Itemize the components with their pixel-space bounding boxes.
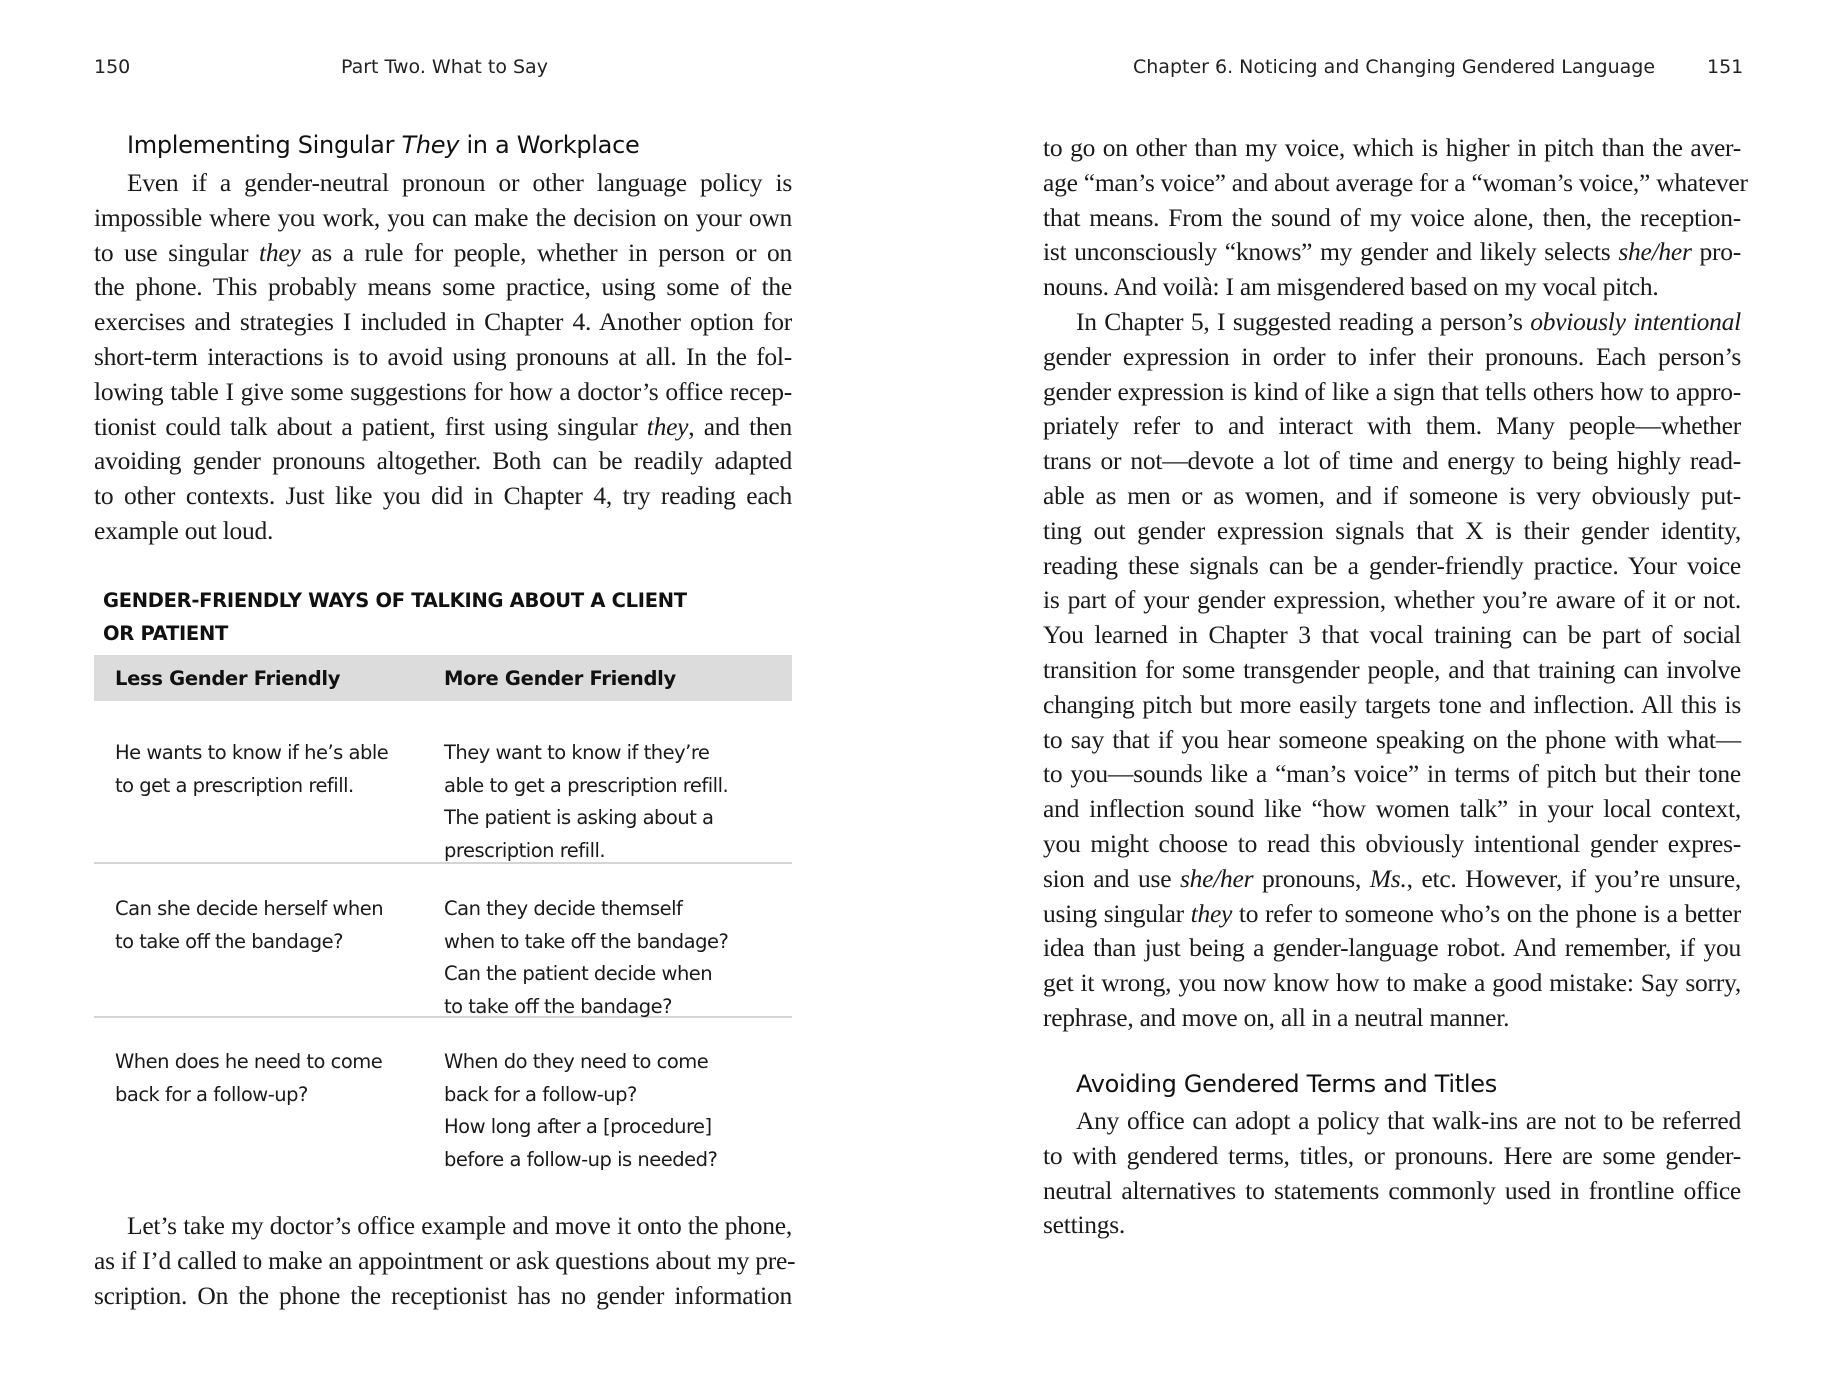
section-heading-gendered-terms: Avoiding Gendered Terms and Titles xyxy=(1076,1070,1497,1098)
text-line: example out loud. xyxy=(94,515,274,545)
paragraph-voice-continued xyxy=(1043,131,1748,305)
italic-run: they xyxy=(1190,898,1233,928)
cell-less-gender-friendly xyxy=(94,737,444,862)
cell-text-line: When does he need to come xyxy=(115,1050,383,1073)
cell-more-gender-friendly xyxy=(444,893,792,1016)
heading-text: Implementing Singular xyxy=(127,131,402,159)
table-title-line: GENDER-FRIENDLY WAYS OF TALKING ABOUT A CLIENT xyxy=(103,589,687,612)
table-row xyxy=(94,701,792,864)
text-line: gender expression is kind of like a sign that tells others how to appro- xyxy=(1043,376,1741,406)
italic-run: she/her xyxy=(1179,863,1254,893)
text-line: as if I’d called to make an appointment or ask questions about my pre- xyxy=(94,1245,796,1275)
text-line: ting out gender expression signals that X is their gender identity, xyxy=(1043,515,1741,545)
cell-text-line: to get a prescription refill. xyxy=(115,773,354,797)
table-title-line: OR PATIENT xyxy=(103,621,228,645)
text-line: exercises and strategies I included in Chapter 4. Another option for xyxy=(94,307,792,337)
cell-more-gender-friendly xyxy=(444,1046,792,1171)
text-run: , etc. However, if you’re unsure, xyxy=(1406,863,1741,893)
text-line: priately refer to and interact with them. Many people—whether xyxy=(1043,411,1741,441)
column-header-less: Less Gender Friendly xyxy=(115,666,341,690)
text-run: using singular xyxy=(1043,898,1191,928)
gender-friendly-table xyxy=(94,655,792,1171)
cell-text-line: He wants to know if he’s able xyxy=(115,741,389,764)
cell-text-line: back for a follow-up? xyxy=(115,1082,308,1106)
text-line: get it wrong, you now know how to make a good mistake: Say sorry, xyxy=(1043,968,1741,998)
text-line: gender expression in order to infer their pronouns. Each person’s xyxy=(1043,341,1741,371)
paragraph-office-policy xyxy=(1043,1104,1741,1243)
text-line: Any office can adopt a policy that walk-ins are not to be referred xyxy=(1076,1106,1741,1135)
running-head-left: Part Two. What to Say xyxy=(341,56,548,78)
cell-text-line: How long after a [procedure] xyxy=(444,1115,712,1138)
text-run: sion and use xyxy=(1043,863,1180,893)
cell-text-line: when to take off the bandage? xyxy=(444,929,729,953)
text-line: rephrase, and move on, all in a neutral manner. xyxy=(1043,1002,1510,1032)
table-title xyxy=(103,585,687,650)
text-run: to use singular xyxy=(94,237,259,267)
cell-text-line: Can the patient decide when xyxy=(444,962,713,985)
text-line: neutral alternatives to statements commonly used in frontline office xyxy=(1043,1175,1741,1205)
text-run: as a rule for people, whether in person or on xyxy=(300,237,792,267)
text-line: Let’s take my doctor’s office example and move it onto the phone, xyxy=(127,1211,792,1240)
cell-text-line: Can she decide herself when xyxy=(115,897,384,920)
cell-less-gender-friendly xyxy=(94,1046,444,1168)
table-body xyxy=(94,701,792,1171)
text-line: and inflection sound like “how women talk” in your local context, xyxy=(1043,794,1741,824)
cell-less-gender-friendly xyxy=(94,893,444,1016)
section-heading-singular-they xyxy=(127,131,639,159)
cell-text-line: to take off the bandage? xyxy=(444,994,672,1018)
text-line: able as men or as women, and if someone is very obviously put- xyxy=(1043,480,1741,510)
text-run: pronouns, xyxy=(1253,863,1370,893)
text-run: tionist could talk about a patient, first using singular xyxy=(94,411,647,441)
text-line: changing pitch but more easily targets tone and inflection. All this is xyxy=(1043,689,1741,719)
text-line: trans or not—devote a lot of time and energy to being highly read- xyxy=(1043,446,1741,476)
text-line xyxy=(1043,305,1741,340)
cell-text-line: back for a follow-up? xyxy=(444,1082,637,1106)
italic-run: they xyxy=(646,411,689,441)
text-line: to you—sounds like a “man’s voice” in terms of pitch but their tone xyxy=(1043,759,1741,789)
text-line: to other contexts. Just like you did in Chapter 4, try reading each xyxy=(94,481,792,511)
text-run: to refer to someone who’s on the phone is a better xyxy=(1232,898,1741,928)
heading-text: in a Workplace xyxy=(459,131,640,159)
cell-text-line: prescription refill. xyxy=(444,838,606,862)
text-line: impossible where you work, you can make the decision on your own xyxy=(94,202,792,232)
text-run: , and then xyxy=(688,411,792,441)
cell-text-line: before a follow-up is needed? xyxy=(444,1147,718,1171)
text-run: pro- xyxy=(1691,237,1742,267)
text-line: short-term interactions is to avoid using pronouns at all. In the fol- xyxy=(94,341,792,371)
paragraph-intro xyxy=(94,166,792,549)
text-line: is part of your gender expression, whether you’re aware of it or not. xyxy=(1043,585,1741,615)
italic-run: obviously intentional xyxy=(1530,307,1741,336)
text-line: nouns. And voilà: I am misgendered based on my vocal pitch. xyxy=(1043,272,1659,302)
text-line: You learned in Chapter 3 that vocal training can be part of social xyxy=(1043,620,1741,650)
text-line: avoiding gender pronouns altogether. Both can be readily adapted xyxy=(94,446,792,476)
page-number-left: 150 xyxy=(94,56,131,78)
text-line xyxy=(1043,862,1741,897)
table-row xyxy=(94,864,792,1018)
text-line: settings. xyxy=(1043,1210,1126,1240)
paragraph-phone-example xyxy=(94,1209,796,1313)
text-line: age “man’s voice” and about average for a “woman’s voice,” whatever xyxy=(1043,167,1748,197)
text-line: to say that if you hear someone speaking on the phone with what— xyxy=(1043,724,1741,754)
cell-text-line: They want to know if they’re xyxy=(444,741,710,764)
cell-text-line: able to get a prescription refill. xyxy=(444,773,729,797)
text-run: In Chapter 5, I suggested reading a person’s xyxy=(1076,307,1531,336)
right-page xyxy=(912,0,1825,1400)
running-head-right: Chapter 6. Noticing and Changing Gendered Language xyxy=(1133,56,1656,78)
cell-text-line: The patient is asking about a xyxy=(444,806,714,829)
table-row xyxy=(94,1018,792,1171)
page-number-right: 151 xyxy=(1707,56,1744,78)
text-line: to go on other than my voice, which is higher in pitch than the aver- xyxy=(1043,133,1741,162)
heading-italic: They xyxy=(401,131,460,159)
italic-run: she/her xyxy=(1618,237,1692,267)
cell-text-line: When do they need to come xyxy=(444,1050,709,1073)
text-line xyxy=(1043,897,1741,932)
italic-run: Ms. xyxy=(1369,863,1407,893)
text-line: transition for some transgender people, and that training can involve xyxy=(1043,654,1741,684)
text-line xyxy=(94,236,792,271)
text-line: to with gendered terms, titles, or pronouns. Here are some gender- xyxy=(1043,1140,1741,1170)
table-header-row xyxy=(94,655,792,701)
text-line: Even if a gender-neutral pronoun or other language policy is xyxy=(127,168,792,197)
cell-more-gender-friendly xyxy=(444,737,792,862)
left-page xyxy=(0,0,912,1400)
text-line: you might choose to read this obviously intentional gender expres- xyxy=(1043,828,1741,858)
text-run: ist unconsciously “knows” my gender and likely selects xyxy=(1043,237,1619,267)
text-line: lowing table I give some suggestions for how a doctor’s office recep- xyxy=(94,376,792,406)
text-line: the phone. This probably means some practice, using some of the xyxy=(94,272,792,302)
cell-text-line: Can they decide themself xyxy=(444,897,683,920)
paragraph-gender-expression xyxy=(1043,305,1741,1036)
text-line: that means. From the sound of my voice alone, then, the reception- xyxy=(1043,202,1741,232)
italic-run: they xyxy=(259,237,301,267)
column-header-more: More Gender Friendly xyxy=(444,666,676,690)
text-line: reading these signals can be a gender-friendly practice. Your voice xyxy=(1043,550,1741,580)
cell-text-line: to take off the bandage? xyxy=(115,929,343,953)
text-line: scription. On the phone the receptionist has no gender information xyxy=(94,1280,792,1310)
text-line xyxy=(94,410,792,445)
text-line: idea than just being a gender-language robot. And remember, if you xyxy=(1043,933,1741,963)
text-line xyxy=(1043,235,1741,270)
